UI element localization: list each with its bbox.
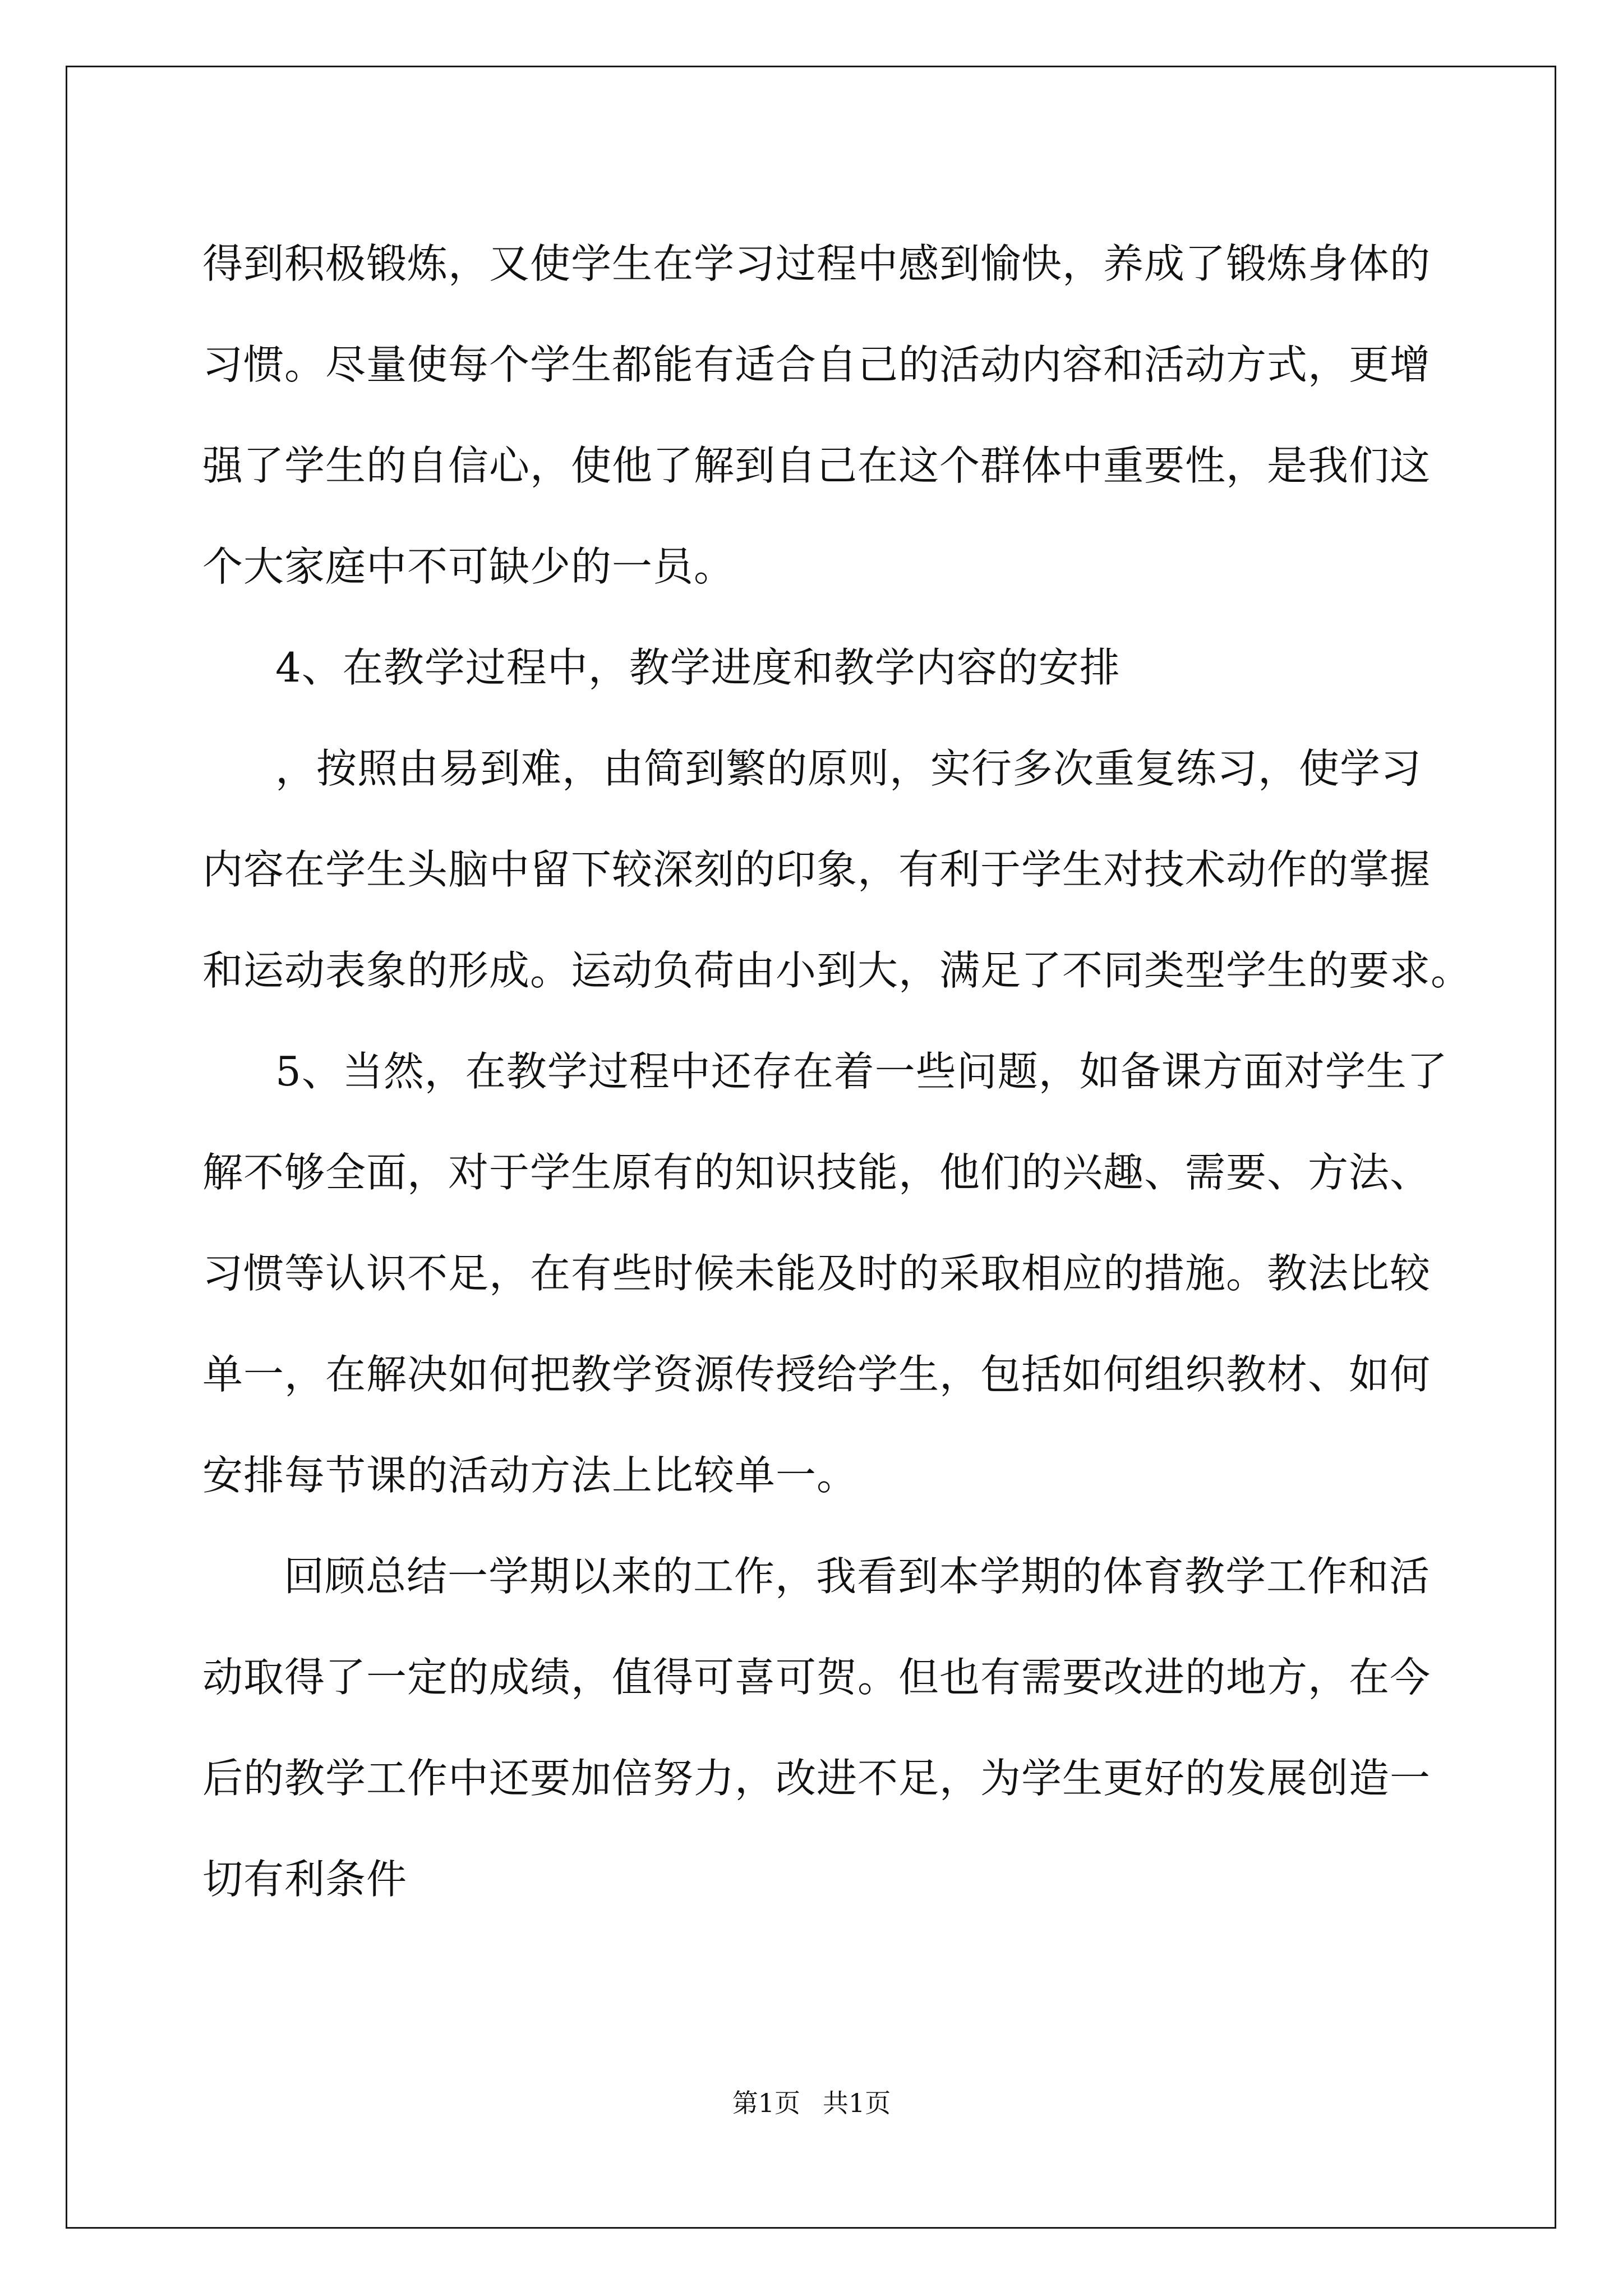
page-total: 共1页 (823, 2088, 891, 2118)
text-line: 5、当然，在教学过程中还存在着一些问题，如备课方面对学生了 (275, 1048, 1448, 1095)
text-line: 安排每节课的活动方法上比较单一。 (202, 1452, 858, 1499)
text-line: 习惯。尽量使每个学生都能有适合自己的活动内容和活动方式，更增 (202, 341, 1431, 388)
text-line: 习惯等认识不足，在有些时候未能及时的采取相应的措施。教法比较 (202, 1250, 1431, 1297)
text-line: 动取得了一定的成绩，值得可喜可贺。但也有需要改进的地方，在今 (202, 1654, 1431, 1701)
text-line: 个大家庭中不可缺少的一员。 (202, 543, 735, 590)
text-line: 强了学生的自信心，使他了解到自己在这个群体中重要性，是我们这 (202, 442, 1431, 489)
text-line: 单一，在解决如何把教学资源传授给学生，包括如何组织教材、如何 (202, 1351, 1431, 1398)
text-line: 内容在学生头脑中留下较深刻的印象，有利于学生对技术动作的掌握 (202, 846, 1431, 893)
page-footer (0, 2083, 1623, 2120)
text-line: 回顾总结一学期以来的工作，我看到本学期的体育教学工作和活 (284, 1553, 1431, 1600)
document-body (202, 213, 1472, 1930)
text-line: 切有利条件 (202, 1856, 408, 1903)
text-line: 解不够全面，对于学生原有的知识技能，他们的兴趣、需要、方法、 (202, 1149, 1431, 1196)
text-line: ，按照由易到难，由简到繁的原则，实行多次重复练习，使学习 (275, 745, 1422, 792)
text-line: 后的教学工作中还要加倍努力，改进不足，为学生更好的发展创造一 (202, 1755, 1431, 1802)
page-number: 第1页 (732, 2088, 800, 2118)
text-line: 4、在教学过程中，教学进度和教学内容的安排 (275, 644, 1121, 691)
text-line: 和运动表象的形成。运动负荷由小到大，满足了不同类型学生的要求。 (202, 947, 1472, 994)
text-line: 得到积极锻炼，又使学生在学习过程中感到愉快，养成了锻炼身体的 (202, 240, 1431, 287)
